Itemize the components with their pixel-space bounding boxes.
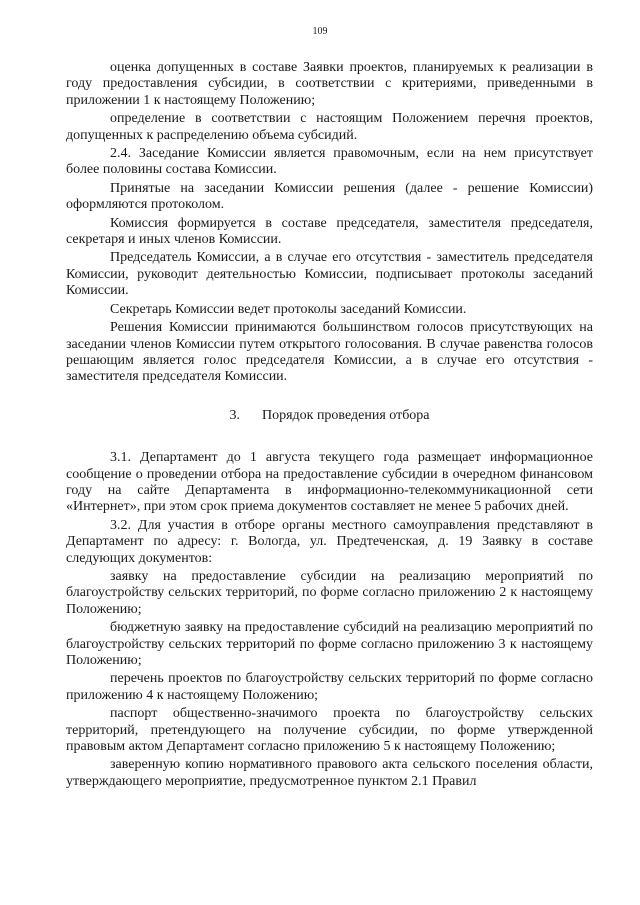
paragraph: Решения Комиссии принимаются большинством голосов присутствующих на заседании членов Комиссии путем открытого голосования. В случае равенства голосов решающим является голос председателя Комиссии, а в случае его отсутствия - заместителя председателя Комиссии. — [66, 320, 593, 385]
list-item: заявку на предоставление субсидии на реализацию мероприятий по благоустройству сельских территорий, по форме согласно приложению 2 к настоящему Положению; — [66, 568, 593, 617]
section-title: Порядок проведения отбора — [261, 407, 430, 423]
page-number: 109 — [312, 26, 328, 37]
document-body — [66, 60, 593, 790]
section-number: 3. — [229, 407, 240, 423]
list-item: заверенную копию нормативного правового акта сельского поселения области, утверждающего мероприятие, предусмотренное пунктом 2.1 Правил — [66, 757, 593, 789]
paragraph: 2.4. Заседание Комиссии является правомочным, если на нем присутствует более половины состава Комиссии. — [66, 146, 593, 178]
list-item: паспорт общественно-значимого проекта по благоустройству сельских территорий, претендующего на получение субсидии, по форме утвержденной правовым актом Департамент согласно приложению 5 к настоящему Положению; — [66, 706, 593, 755]
paragraph: Принятые на заседании Комиссии решения (далее - решение Комиссии) оформляются протоколом. — [66, 180, 593, 213]
section-heading — [66, 408, 593, 424]
paragraph: Председатель Комиссии, а в случае его отсутствия - заместитель председателя Комиссии, руководит деятельностью Комиссии, подписывает протоколы заседаний Комиссии. — [66, 250, 593, 299]
paragraph: Комиссия формируется в составе председателя, заместителя председателя, секретаря и иных членов Комиссии. — [66, 215, 593, 248]
paragraph: 3.2. Для участия в отборе органы местного самоуправления представляют в Департамент по адресу: г. Вологда, ул. Предтеченская, д. 19 Заявку в составе следующих документов: — [66, 517, 593, 566]
paragraph: оценка допущенных в составе Заявки проектов, планируемых к реализации в году предоставления субсидии, в соответствии с критериями, приведенными в приложении 1 к настоящему Положению; — [66, 60, 593, 108]
paragraph: определение в соответствии с настоящим Положением перечня проектов, допущенных к распределению объема субсидий. — [66, 111, 593, 143]
paragraph: Секретарь Комиссии ведет протоколы заседаний Комиссии. — [110, 301, 467, 317]
paragraph: 3.1. Департамент до 1 августа текущего года размещает информационное сообщение о проведении отбора на предоставление субсидии в очередном финансовом году на сайте Департамента в информационно-телекоммуникационной сети «Интернет», при этом срок приема документов составляет не менее 5 рабочих дней. — [66, 450, 593, 515]
list-item: бюджетную заявку на предоставление субсидий на реализацию мероприятий по благоустройству сельских территорий по форме согласно приложению 3 к настоящему Положению; — [66, 620, 593, 668]
list-item: перечень проектов по благоустройству сельских территорий по форме согласно приложению 4 к настоящему Положению; — [66, 671, 593, 703]
